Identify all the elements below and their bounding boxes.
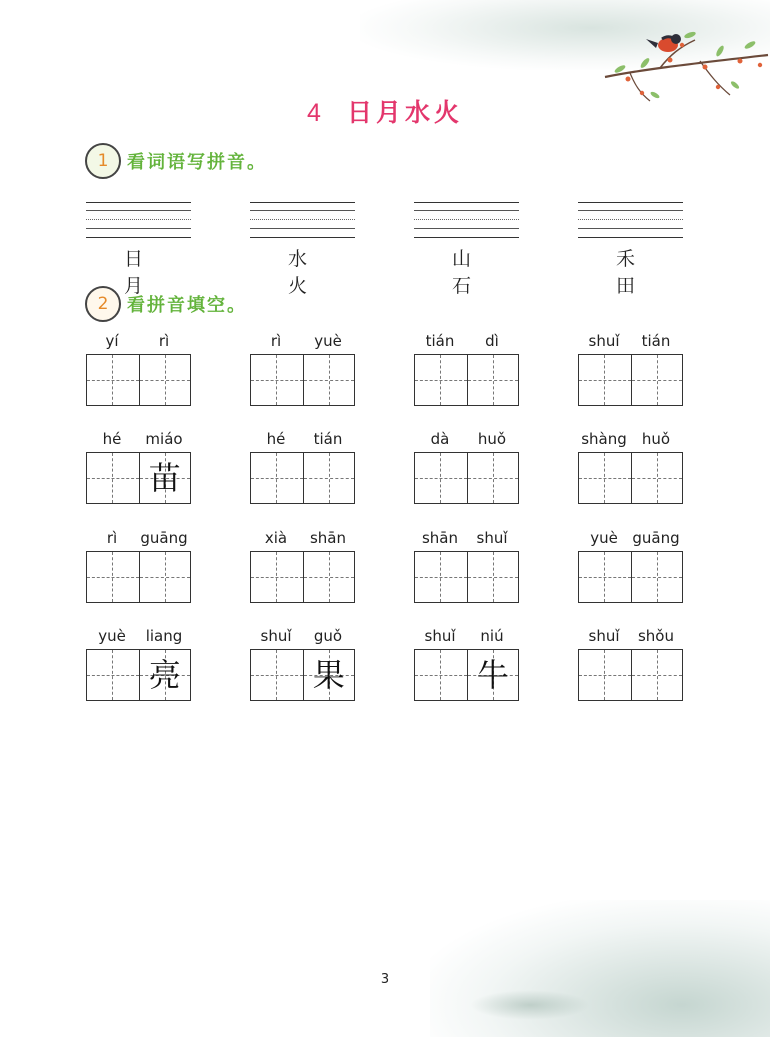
tianzige-cell[interactable] (631, 552, 683, 602)
pinyin-pair (578, 332, 683, 350)
pinyin-writing-line[interactable] (578, 202, 683, 238)
pinyin-syllable: niú (480, 627, 504, 645)
pinyin-pair (250, 627, 355, 645)
pinyin-syllable: shǒu (637, 627, 674, 645)
pinyin-syllable: shuǐ (588, 627, 620, 645)
tianzige-cell[interactable] (467, 650, 519, 700)
pinyin-pair (250, 430, 355, 448)
pinyin-syllable: shuǐ (424, 627, 456, 645)
pinyin-syllable: yuè (314, 332, 342, 350)
tianzige-cell[interactable] (467, 355, 519, 405)
character-answer: 牛 (476, 656, 509, 694)
tianzige-box (578, 452, 683, 504)
mountain-mist-small-decoration (470, 990, 590, 1020)
tianzige-box (414, 551, 519, 603)
pinyin-syllable: shuǐ (476, 529, 508, 547)
tianzige-box (86, 452, 191, 504)
pinyin-pair (578, 627, 683, 645)
tianzige-cell[interactable] (303, 453, 355, 503)
character-answer: 亮 (148, 656, 181, 694)
pinyin-writing-line[interactable] (250, 202, 355, 238)
tianzige-box (250, 551, 355, 603)
tianzige-box (86, 649, 191, 701)
pinyin-syllable: rì (158, 332, 170, 350)
tianzige-box (414, 354, 519, 406)
section-2-header (85, 284, 247, 324)
tianzige-cell[interactable] (579, 650, 631, 700)
section-1-heading: 看词语写拼音。 (127, 152, 267, 173)
pinyin-syllable: tián (641, 332, 671, 350)
pinyin-pair (414, 529, 519, 547)
pinyin-pair (86, 430, 191, 448)
tianzige-cell[interactable] (251, 453, 303, 503)
tianzige-cell[interactable] (467, 453, 519, 503)
pinyin-syllable: hé (102, 430, 122, 448)
tianzige-cell[interactable] (303, 650, 355, 700)
pinyin-syllable: huǒ (641, 430, 671, 448)
tianzige-cell[interactable] (579, 453, 631, 503)
tianzige-cell[interactable] (415, 552, 467, 602)
tianzige-box (414, 649, 519, 701)
tianzige-box (414, 452, 519, 504)
tianzige-cell[interactable] (87, 552, 139, 602)
tianzige-cell[interactable] (579, 355, 631, 405)
pinyin-syllable: shuǐ (260, 627, 292, 645)
pinyin-syllable: guāng (632, 529, 680, 547)
tianzige-cell[interactable] (631, 355, 683, 405)
lesson-number: 4 (307, 99, 325, 127)
tianzige-cell[interactable] (139, 552, 191, 602)
lesson-name: 日月水火 (346, 98, 463, 127)
tianzige-box (86, 551, 191, 603)
tianzige-cell[interactable] (579, 552, 631, 602)
tianzige-cell[interactable] (251, 650, 303, 700)
tianzige-box (86, 354, 191, 406)
tianzige-box (250, 452, 355, 504)
pinyin-syllable: yuè (590, 529, 618, 547)
tianzige-cell[interactable] (87, 453, 139, 503)
pinyin-pair (578, 430, 683, 448)
section-2-number: 2 (97, 294, 109, 314)
pinyin-syllable: rì (106, 529, 118, 547)
tianzige-cell[interactable] (251, 355, 303, 405)
tianzige-box (578, 354, 683, 406)
pinyin-syllable: shān (309, 529, 347, 547)
pinyin-pair (414, 627, 519, 645)
pinyin-syllable: huǒ (477, 430, 507, 448)
word-label: 日 月 (123, 248, 163, 297)
word-label: 禾 田 (615, 248, 655, 297)
pinyin-syllable: tián (425, 332, 455, 350)
tianzige-box (578, 649, 683, 701)
pinyin-syllable: guǒ (313, 627, 343, 645)
panda-badge-icon (85, 143, 121, 179)
pinyin-syllable: shuǐ (588, 332, 620, 350)
pinyin-pair (414, 332, 519, 350)
pinyin-syllable: hé (266, 430, 286, 448)
tianzige-cell[interactable] (139, 453, 191, 503)
page-number: 3 (380, 972, 390, 987)
pinyin-syllable: dà (430, 430, 450, 448)
tianzige-cell[interactable] (415, 355, 467, 405)
pinyin-writing-line[interactable] (414, 202, 519, 238)
pinyin-syllable: rì (270, 332, 282, 350)
tianzige-box (250, 649, 355, 701)
pinyin-pair (86, 529, 191, 547)
tianzige-box (250, 354, 355, 406)
tianzige-box (578, 551, 683, 603)
tianzige-cell[interactable] (251, 552, 303, 602)
section-1-number: 1 (97, 151, 109, 171)
pinyin-syllable: yí (105, 332, 119, 350)
pinyin-pair (250, 332, 355, 350)
pinyin-writing-line[interactable] (86, 202, 191, 238)
tianzige-cell[interactable] (631, 650, 683, 700)
tianzige-cell[interactable] (415, 453, 467, 503)
pinyin-pair (414, 430, 519, 448)
tianzige-cell[interactable] (631, 453, 683, 503)
character-answer: 果 (312, 656, 345, 694)
tianzige-cell[interactable] (303, 355, 355, 405)
pinyin-syllable: shān (421, 529, 459, 547)
pinyin-syllable: shàng (581, 430, 627, 448)
pinyin-pair (86, 627, 191, 645)
tianzige-cell[interactable] (467, 552, 519, 602)
pinyin-syllable: xià (264, 529, 288, 547)
pinyin-pair (86, 332, 191, 350)
tianzige-cell[interactable] (303, 552, 355, 602)
cat-badge-icon (85, 286, 121, 322)
tianzige-cell[interactable] (139, 650, 191, 700)
section-1-header (85, 141, 267, 181)
pinyin-syllable: liang (145, 627, 183, 645)
pinyin-pair (250, 529, 355, 547)
pinyin-syllable: guāng (140, 529, 188, 547)
pinyin-pair (578, 529, 683, 547)
lesson-title (0, 93, 770, 129)
section-2-heading: 看拼音填空。 (127, 295, 247, 316)
tianzige-cell[interactable] (87, 650, 139, 700)
word-label: 山 石 (451, 248, 491, 297)
pinyin-syllable: yuè (98, 627, 126, 645)
tianzige-cell[interactable] (415, 650, 467, 700)
tianzige-cell[interactable] (139, 355, 191, 405)
tianzige-cell[interactable] (87, 355, 139, 405)
character-answer: 苗 (148, 459, 181, 497)
pinyin-syllable: tián (313, 430, 343, 448)
pinyin-syllable: dì (485, 332, 499, 350)
pinyin-syllable: miáo (145, 430, 183, 448)
word-label: 水 火 (287, 248, 327, 297)
